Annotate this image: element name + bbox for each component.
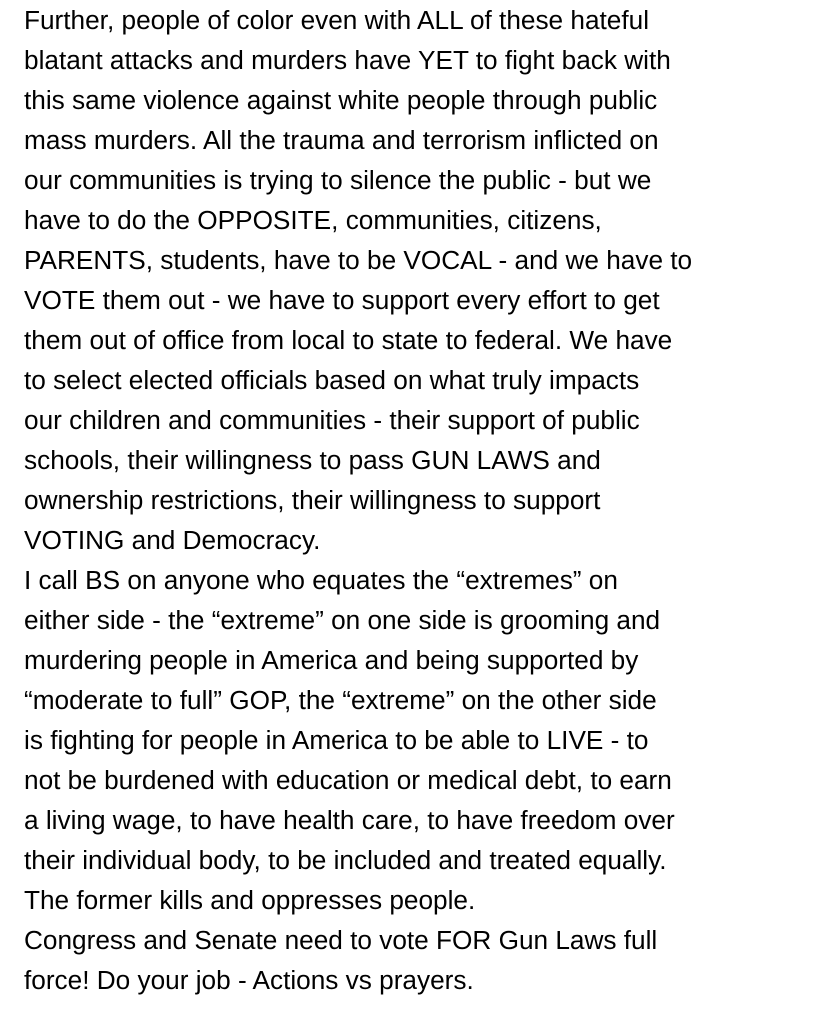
post-text-line: them out of office from local to state to federal. We have — [24, 325, 673, 355]
post-text-line: force! Do your job - Actions vs prayers. — [24, 965, 474, 995]
post-text-line: their individual body, to be included and treated equally. — [24, 845, 667, 875]
post-text-line: to select elected officials based on what truly impacts — [24, 365, 640, 395]
post-text-line: have to do the OPPOSITE, communities, citizens, — [24, 205, 602, 235]
post-text-line: The former kills and oppresses people. — [24, 885, 476, 915]
post-text-line: “moderate to full” GOP, the “extreme” on the other side — [24, 685, 657, 715]
post-text-line: PARENTS, students, have to be VOCAL - and we have to — [24, 245, 693, 275]
post-text-line: Further, people of color even with ALL of these hateful — [24, 5, 650, 35]
post-text-line: a living wage, to have health care, to have freedom over — [24, 805, 675, 835]
post-body-text — [24, 0, 824, 1000]
post-text-line: I call BS on anyone who equates the “extremes” on — [24, 565, 618, 595]
post-text-line: our communities is trying to silence the public - but we — [24, 165, 652, 195]
post-text-line: schools, their willingness to pass GUN LAWS and — [24, 445, 601, 475]
post-text-line: not be burdened with education or medical debt, to earn — [24, 765, 672, 795]
post-text-line: is fighting for people in America to be able to LIVE - to — [24, 725, 649, 755]
post-text-line: VOTING and Democracy. — [24, 525, 321, 555]
post-text-line: ownership restrictions, their willingness to support — [24, 485, 601, 515]
post-text-line: murdering people in America and being supported by — [24, 645, 639, 675]
post-text-line: VOTE them out - we have to support every effort to get — [24, 285, 660, 315]
post-text-line: mass murders. All the trauma and terrorism inflicted on — [24, 125, 659, 155]
post-text-line: this same violence against white people through public — [24, 85, 658, 115]
post-text-line: our children and communities - their support of public — [24, 405, 640, 435]
post-text-line: either side - the “extreme” on one side is grooming and — [24, 605, 661, 635]
post-text-line: Congress and Senate need to vote FOR Gun Laws full — [24, 925, 658, 955]
post-text-line: blatant attacks and murders have YET to fight back with — [24, 45, 671, 75]
